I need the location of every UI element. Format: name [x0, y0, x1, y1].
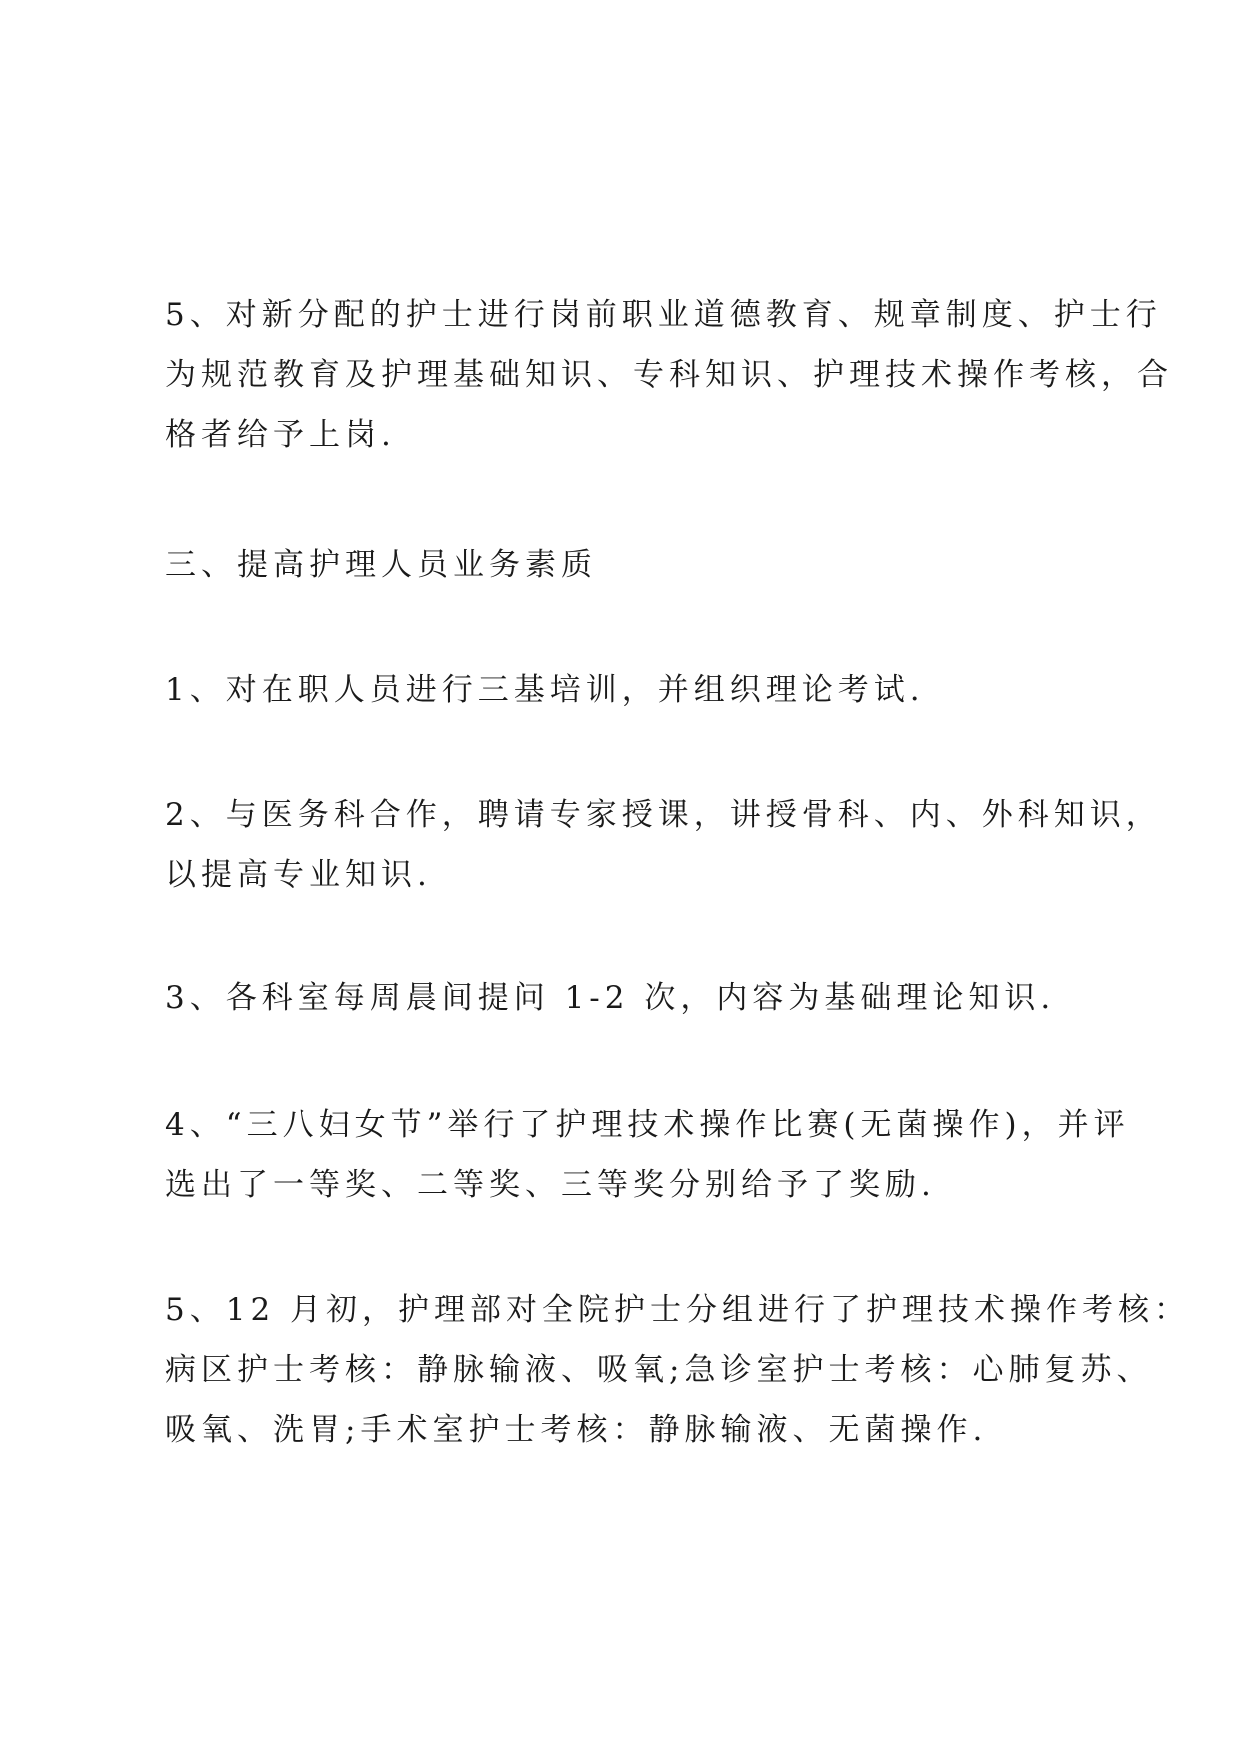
- text-line: 1、对在职人员进行三基培训，并组织理论考试.: [165, 672, 925, 708]
- text-line: 4、“三八妇女节”举行了护理技术操作比赛(无菌操作)，并评: [165, 1107, 1130, 1143]
- text-line: 病区护士考核：静脉输液、吸氧;急诊室护士考核：心肺复苏、: [165, 1352, 1153, 1388]
- paragraph-item-1: [165, 660, 1095, 720]
- text-line: 以提高专业知识.: [165, 857, 432, 893]
- text-line: 为规范教育及护理基础知识、专科知识、护理技术操作考核，合: [165, 357, 1173, 393]
- section-heading: [165, 535, 1095, 595]
- paragraph-item-2: [165, 785, 1162, 905]
- text-line: 5、12 月初，护理部对全院护士分组进行了护理技术操作考核：: [165, 1292, 1191, 1328]
- text-line: 吸氧、洗胃;手术室护士考核：静脉输液、无菌操作.: [165, 1412, 988, 1448]
- text-line: 3、各科室每周晨间提问 1-2 次，内容为基础理论知识.: [165, 980, 1056, 1016]
- paragraph-item-4: [165, 1095, 1130, 1215]
- text-line: 5、对新分配的护士进行岗前职业道德教育、规章制度、护士行: [165, 297, 1162, 333]
- paragraph-new-nurse-training: [165, 285, 1173, 465]
- text-line: 格者给予上岗.: [165, 417, 396, 453]
- paragraph-item-5: [165, 1280, 1191, 1460]
- paragraph-item-3: [165, 968, 1095, 1028]
- text-line: 2、与医务科合作，聘请专家授课，讲授骨科、内、外科知识，: [165, 797, 1162, 833]
- text-line: 选出了一等奖、二等奖、三等奖分别给予了奖励.: [165, 1167, 936, 1203]
- text-line: 三、提高护理人员业务素质: [165, 547, 597, 583]
